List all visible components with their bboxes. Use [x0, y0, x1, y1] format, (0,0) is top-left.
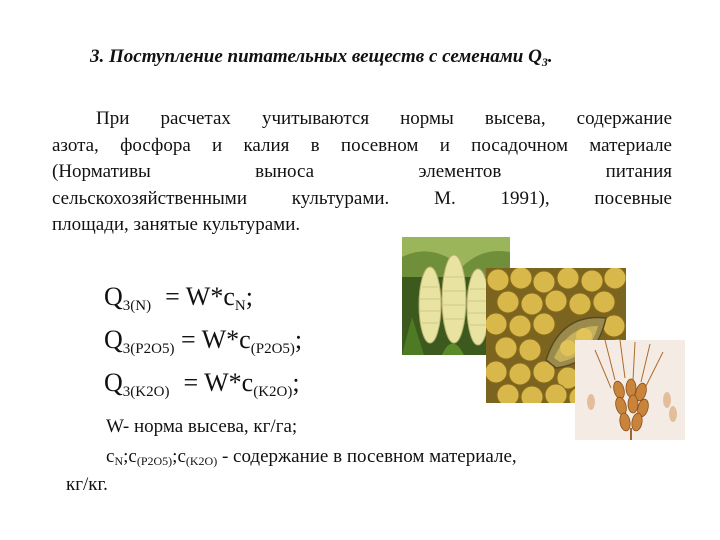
formula-nitrogen	[104, 280, 302, 323]
slide-title-text: 3. Поступление питательных веществ с семенами Q	[90, 46, 542, 67]
def-c-subscript: (P2O5)	[136, 454, 173, 468]
formula-block	[104, 280, 302, 409]
formula-end: ;	[292, 368, 300, 397]
def-c-text: - содержание в посевном материале,	[217, 446, 517, 467]
formula-rhs-subscript: N	[234, 298, 246, 314]
slide-title-subscript: 3	[541, 55, 548, 69]
formula-rhs: = W*c	[183, 368, 254, 397]
def-c-symbol: ;c	[123, 446, 137, 467]
paragraph-line: площади, занятые культурами.	[52, 214, 301, 235]
formula-lhs: Q	[104, 325, 123, 354]
formula-rhs-subscript: (P2O5)	[250, 341, 295, 357]
paragraph-line: азота, фосфора и калия в посевном и посадочном материале	[52, 134, 672, 156]
formula-rhs-subscript: (K2O)	[253, 384, 293, 400]
formula-lhs: Q	[104, 282, 123, 311]
formula-lhs: Q	[104, 368, 123, 397]
def-c-subscript: N	[114, 454, 124, 468]
description-paragraph	[52, 106, 672, 239]
formula-lhs-subscript: 3(N)	[122, 298, 152, 314]
formula-end: ;	[245, 282, 253, 311]
definition-unit: кг/кг.	[66, 474, 108, 495]
formula-end: ;	[294, 325, 303, 354]
formula-rhs: = W*c	[180, 325, 251, 354]
def-c-subscript: (K2O)	[185, 454, 218, 468]
formula-lhs-subscript: 3(K2O)	[122, 384, 170, 400]
formula-lhs-subscript: 3(P2O5)	[122, 341, 175, 357]
paragraph-line: (Нормативы выноса элементов питания	[52, 161, 672, 182]
formula-phosphorus	[104, 323, 302, 366]
wheat-photo	[575, 340, 685, 440]
def-c-symbol: ;c	[172, 446, 186, 467]
formula-rhs: = W*c	[165, 282, 235, 311]
paragraph-line: сельскохозяйственными культурами. М. 1991), посевные	[52, 187, 672, 209]
def-c-symbol: c	[106, 446, 115, 467]
slide-title-end: .	[547, 46, 553, 67]
formula-potassium	[104, 366, 302, 409]
paragraph-line: При расчетах учитываются нормы высева, содержание	[96, 108, 672, 129]
definition-w: W- норма высева, кг/га;	[106, 416, 298, 437]
slide-title	[90, 46, 690, 70]
